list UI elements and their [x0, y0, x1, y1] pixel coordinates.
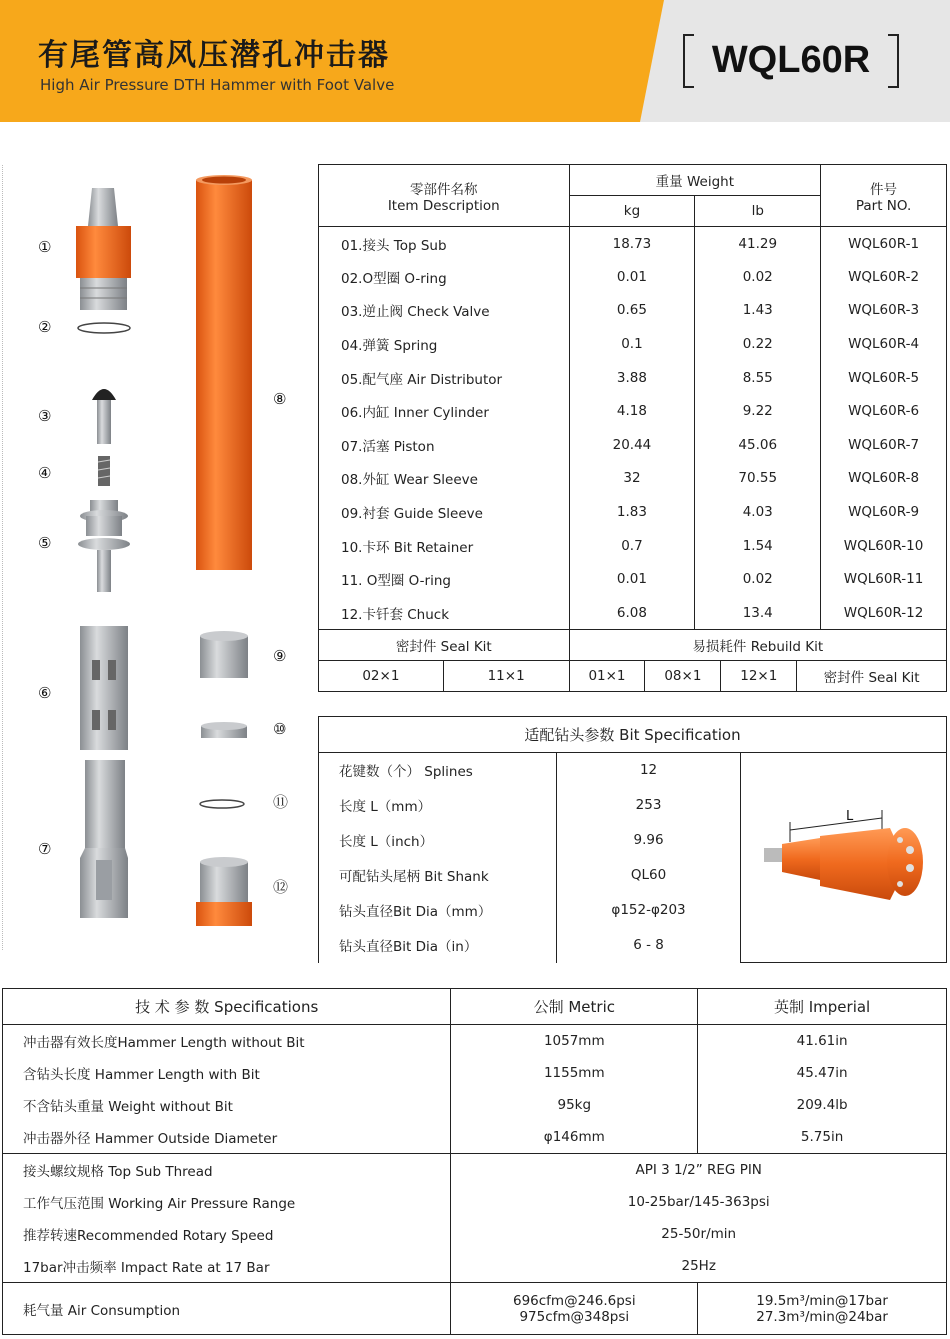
col-imperial-header: 英制 Imperial: [698, 989, 947, 1025]
part-name-cell: 01.接头 Top Sub: [319, 227, 570, 261]
page-title: 有尾管高风压潜孔冲击器: [38, 38, 390, 73]
part-kg-cell: 0.01: [569, 260, 695, 294]
table-row: [319, 462, 947, 496]
spec-imperial: 209.4lb: [698, 1089, 947, 1121]
air-consumption-imperial: 19.5m³/min@17bar 27.3m³/min@24bar: [698, 1283, 947, 1335]
part-lb-cell: 13.4: [695, 596, 821, 630]
marker-10: ⑩: [273, 720, 287, 738]
table-row: [319, 428, 947, 462]
part-name-cell: 07.活塞 Piston: [319, 428, 570, 462]
spec-label: 推荐转速Recommended Rotary Speed: [3, 1218, 451, 1250]
rebuild-kit-item: 01×1: [569, 661, 645, 692]
spec-metric: 1155mm: [451, 1057, 698, 1089]
seal-kit-item: 11×1: [443, 661, 569, 692]
part-kg-cell: 6.08: [569, 596, 695, 630]
check-valve-part: [92, 389, 116, 444]
part-name-cell: 08.外缸 Wear Sleeve: [319, 462, 570, 496]
air-consumption-metric: 696cfm@246.6psi 975cfm@348psi: [451, 1283, 698, 1335]
marker-2: ②: [38, 318, 52, 336]
marker-11: ⑪: [273, 793, 289, 811]
bit-spec-value: 12: [556, 753, 741, 788]
spec-label: 含钻头长度 Hammer Length with Bit: [3, 1057, 451, 1089]
table-row: [319, 562, 947, 596]
part-number-cell: WQL60R-2: [821, 260, 947, 294]
part-lb-cell: 0.02: [695, 562, 821, 596]
marker-1: ①: [38, 238, 52, 256]
table-row: [319, 394, 947, 428]
part-lb-cell: 0.22: [695, 327, 821, 361]
table-row: [3, 1089, 947, 1121]
bit-spec-label: 长度 L（inch）: [319, 823, 557, 858]
spec-metric: 1057mm: [451, 1025, 698, 1057]
spec-metric: φ146mm: [451, 1121, 698, 1153]
spec-value: 10-25bar/145-363psi: [451, 1186, 947, 1218]
spec-value: 25Hz: [451, 1251, 947, 1283]
part-kg-cell: 0.7: [569, 529, 695, 563]
spring-part: [98, 456, 110, 486]
bit-retainer-part: [201, 722, 247, 738]
air-consumption-label: 耗气量 Air Consumption: [3, 1283, 451, 1335]
col-part-header: 件号 Part NO.: [821, 165, 947, 227]
kit-table: [318, 660, 947, 692]
o-ring-part: [78, 323, 130, 333]
spec-label: 冲击器有效长度Hammer Length without Bit: [3, 1025, 451, 1057]
part-kg-cell: 32: [569, 462, 695, 496]
table-row: [3, 1154, 947, 1186]
seal-kit-label: 密封件 Seal Kit: [319, 630, 570, 661]
bit-spec-value: 9.96: [556, 823, 741, 858]
part-number-cell: WQL60R-3: [821, 294, 947, 328]
table-row: [319, 596, 947, 630]
bit-spec-label: 长度 L（mm）: [319, 788, 557, 823]
part-number-cell: WQL60R-1: [821, 227, 947, 261]
part-kg-cell: 0.65: [569, 294, 695, 328]
part-number-cell: WQL60R-4: [821, 327, 947, 361]
rebuild-kit-item: 08×1: [645, 661, 721, 692]
spec-label: 冲击器外径 Hammer Outside Diameter: [3, 1121, 451, 1153]
part-name-cell: 05.配气座 Air Distributor: [319, 361, 570, 395]
part-lb-cell: 4.03: [695, 495, 821, 529]
part-number-cell: WQL60R-12: [821, 596, 947, 630]
air-distributor-part: [78, 500, 130, 592]
part-lb-cell: 0.02: [695, 260, 821, 294]
part-name-cell: 06.内缸 Inner Cylinder: [319, 394, 570, 428]
spec-label: 17bar冲击频率 Impact Rate at 17 Bar: [3, 1251, 451, 1283]
bit-spec-label: 钻头直径Bit Dia（mm）: [319, 893, 557, 928]
part-number-cell: WQL60R-9: [821, 495, 947, 529]
part-name-cell: 02.O型圈 O-ring: [319, 260, 570, 294]
part-number-cell: WQL60R-10: [821, 529, 947, 563]
spec-imperial: 5.75in: [698, 1121, 947, 1153]
part-lb-cell: 1.54: [695, 529, 821, 563]
bit-spec-value: 6 - 8: [556, 928, 741, 963]
part-name-cell: 09.衬套 Guide Sleeve: [319, 495, 570, 529]
part-lb-cell: 70.55: [695, 462, 821, 496]
rebuild-kit-item: 密封件 Seal Kit: [797, 661, 947, 692]
table-row: [3, 1218, 947, 1250]
table-row: [319, 294, 947, 328]
seal-kit-item: 02×1: [319, 661, 444, 692]
marker-4: ④: [38, 464, 52, 482]
part-lb-cell: 8.55: [695, 361, 821, 395]
bit-spec-title: 适配钻头参数 Bit Specification: [319, 717, 947, 753]
col-lb-header: lb: [695, 196, 821, 227]
part-number-cell: WQL60R-5: [821, 361, 947, 395]
table-row: [319, 495, 947, 529]
part-name-cell: 04.弹簧 Spring: [319, 327, 570, 361]
part-kg-cell: 3.88: [569, 361, 695, 395]
part-kg-cell: 20.44: [569, 428, 695, 462]
bit-length-label: L: [846, 809, 854, 824]
piston-part: [80, 760, 128, 918]
drill-bit-illustration: [760, 800, 940, 920]
bit-spec-value: φ152-φ203: [556, 893, 741, 928]
model-number: WQL60R: [711, 39, 871, 81]
table-row: [3, 1025, 947, 1057]
table-row: [319, 327, 947, 361]
guide-sleeve-part: [200, 631, 248, 678]
part-lb-cell: 9.22: [695, 394, 821, 428]
exploded-parts-illustration: [0, 160, 310, 950]
col-item-header: 零部件名称 Item Description: [319, 165, 570, 227]
col-weight-header: 重量 Weight: [569, 165, 821, 196]
header-banner: [0, 0, 950, 122]
table-row: [3, 1057, 947, 1089]
bit-spec-label: 可配钻头尾柄 Bit Shank: [319, 858, 557, 893]
marker-5: ⑤: [38, 534, 52, 552]
part-number-cell: WQL60R-8: [821, 462, 947, 496]
table-row: [319, 227, 947, 261]
model-badge: [682, 33, 900, 89]
part-number-cell: WQL60R-7: [821, 428, 947, 462]
o-ring-2-part: [200, 800, 244, 808]
inner-cylinder-part: [80, 626, 128, 750]
part-kg-cell: 1.83: [569, 495, 695, 529]
table-row: [3, 1251, 947, 1283]
marker-7: ⑦: [38, 840, 52, 858]
part-kg-cell: 0.01: [569, 562, 695, 596]
marker-9: ⑨: [273, 647, 287, 665]
part-lb-cell: 41.29: [695, 227, 821, 261]
part-name-cell: 12.卡钎套 Chuck: [319, 596, 570, 630]
part-name-cell: 10.卡环 Bit Retainer: [319, 529, 570, 563]
col-spec-header: 技 术 参 数 Specifications: [3, 989, 451, 1025]
table-row: [3, 1121, 947, 1153]
part-lb-cell: 45.06: [695, 428, 821, 462]
part-number-cell: WQL60R-11: [821, 562, 947, 596]
col-metric-header: 公制 Metric: [451, 989, 698, 1025]
bit-spec-label: 花键数（个） Splines: [319, 753, 557, 788]
table-row: [3, 1186, 947, 1218]
spec-value: API 3 1/2” REG PIN: [451, 1154, 947, 1186]
marker-6: ⑥: [38, 684, 52, 702]
part-lb-cell: 1.43: [695, 294, 821, 328]
page-subtitle: High Air Pressure DTH Hammer with Foot Valve: [40, 76, 395, 94]
spec-label: 工作气压范围 Working Air Pressure Range: [3, 1186, 451, 1218]
table-row: [319, 361, 947, 395]
part-kg-cell: 4.18: [569, 394, 695, 428]
chuck-part: [196, 857, 252, 926]
specifications-table: [2, 988, 947, 1335]
spec-value: 25-50r/min: [451, 1218, 947, 1250]
bit-spec-value: 253: [556, 788, 741, 823]
spec-imperial: 41.61in: [698, 1025, 947, 1057]
part-name-cell: 11. O型圈 O-ring: [319, 562, 570, 596]
spec-metric: 95kg: [451, 1089, 698, 1121]
spec-label: 接头螺纹规格 Top Sub Thread: [3, 1154, 451, 1186]
marker-12: ⑫: [273, 878, 289, 896]
part-number-cell: WQL60R-6: [821, 394, 947, 428]
marker-3: ③: [38, 407, 52, 425]
bit-spec-value: QL60: [556, 858, 741, 893]
part-kg-cell: 0.1: [569, 327, 695, 361]
top-sub-part: [76, 188, 131, 310]
table-row: [319, 753, 947, 788]
col-kg-header: kg: [569, 196, 695, 227]
rebuild-kit-item: 12×1: [721, 661, 797, 692]
part-kg-cell: 18.73: [569, 227, 695, 261]
spec-imperial: 45.47in: [698, 1057, 947, 1089]
rebuild-kit-label: 易损耗件 Rebuild Kit: [569, 630, 946, 661]
table-row: [319, 260, 947, 294]
parts-table: [318, 164, 947, 661]
wear-sleeve-part: [196, 175, 252, 570]
spec-label: 不含钻头重量 Weight without Bit: [3, 1089, 451, 1121]
table-row: [319, 529, 947, 563]
bit-spec-label: 钻头直径Bit Dia（in）: [319, 928, 557, 963]
marker-8: ⑧: [273, 390, 287, 408]
part-name-cell: 03.逆止阀 Check Valve: [319, 294, 570, 328]
